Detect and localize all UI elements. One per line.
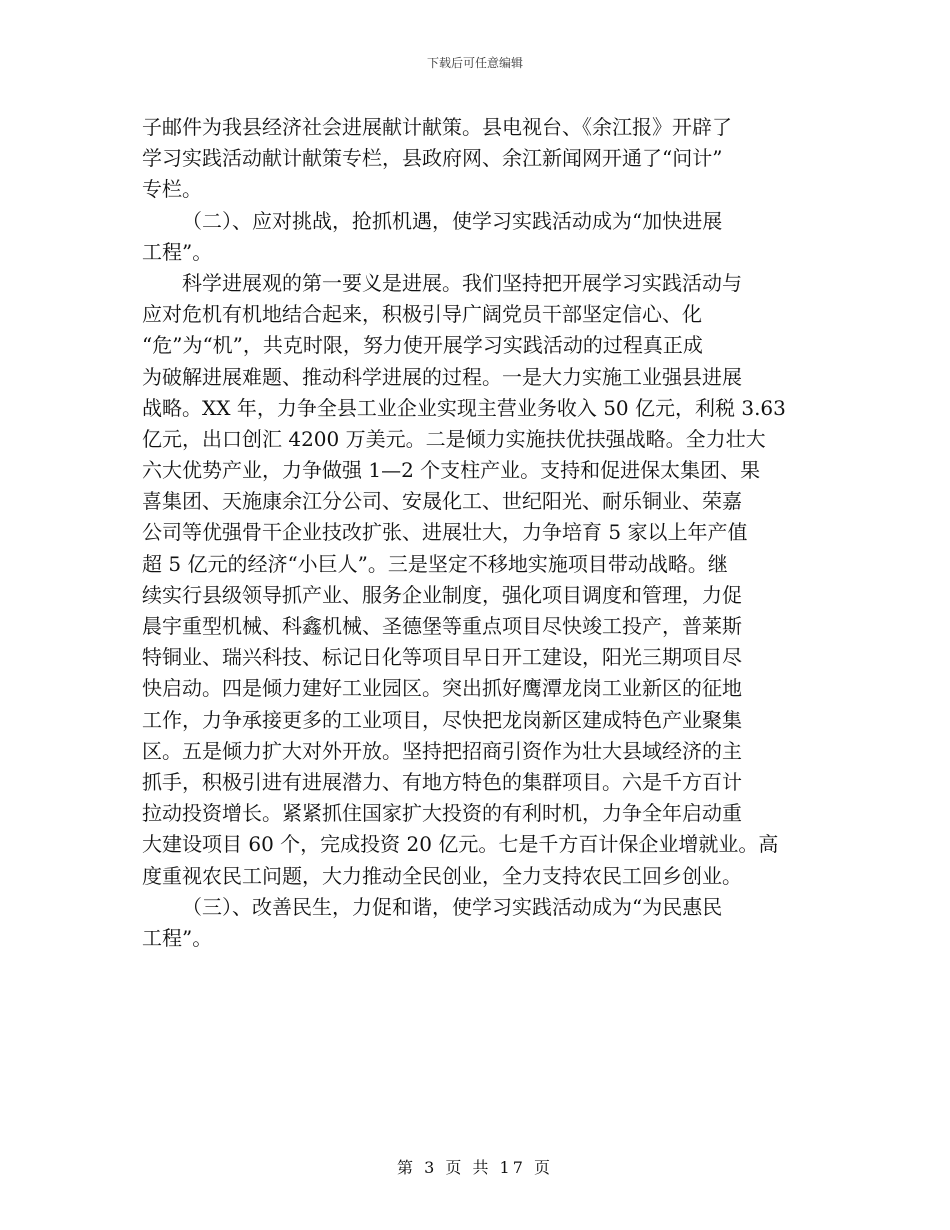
text-line: 为破解进展难题、推动科学进展的过程。一是大力实施工业强县进展 <box>142 364 742 389</box>
page-header: 下载后可任意编辑 <box>426 56 523 70</box>
text-line: 科学进展观的第一要义是进展。我们坚持把开展学习实践活动与 <box>182 270 742 295</box>
text-line: 学习实践活动献计献策专栏，县政府网、余江新闻网开通了“问计” <box>142 146 723 171</box>
text-line: 拉动投资增长。紧紧抓住国家扩大投资的有利时机，力争全年启动重 <box>142 801 742 826</box>
text-line: 子邮件为我县经济社会进展献计献策。县电视台、《余江报》开辟了 <box>142 115 732 139</box>
text-line: 公司等优强骨干企业技改扩张、进展壮大，力争培育 5 家以上年产值 <box>142 520 748 545</box>
text-line: 亿元，出口创汇 4200 万美元。二是倾力实施扶优扶强战略。全力壮大 <box>142 426 766 451</box>
text-line: 工程”。 <box>142 239 213 264</box>
document-body <box>142 112 822 954</box>
text-line: 六大优势产业，力争做强 1—2 个支柱产业。支持和促进保太集团、果 <box>142 458 761 483</box>
text-line: 喜集团、天施康余江分公司、安晟化工、世纪阳光、耐乐铜业、荣嘉 <box>142 489 742 514</box>
text-line: 抓手，积极引进有进展潜力、有地方特色的集群项目。六是千方百计 <box>142 769 742 794</box>
text-line: 快启动。四是倾力建好工业园区。突出抓好鹰潭龙岗工业新区的征地 <box>142 676 742 701</box>
text-line: 超 5 亿元的经济“小巨人”。三是坚定不移地实施项目带动战略。继 <box>142 551 728 576</box>
text-line: 大建设项目 60 个，完成投资 20 亿元。七是千方百计保企业增就业。高 <box>142 832 779 857</box>
text-line: 工作，力争承接更多的工业项目，尽快把龙岗新区建成特色产业聚集 <box>142 707 742 732</box>
page-footer: 第 3 页 共 17 页 <box>397 1158 553 1177</box>
text-line: “危”为“机”，共克时限，努力使开展学习实践活动的过程真正成 <box>142 333 703 358</box>
text-line: 续实行县级领导抓产业、服务企业制度，强化项目调度和管理，力促 <box>142 582 742 607</box>
text-line: （三）、改善民生，力促和谐，使学习实践活动成为“为民惠民 <box>182 894 723 919</box>
text-line: 晨宇重型机械、科鑫机械、圣德堡等重点项目尽快竣工投产，普莱斯 <box>142 614 742 638</box>
text-line: 专栏。 <box>142 177 202 202</box>
text-line: 特铜业、瑞兴科技、标记日化等项目早日开工建设，阳光三期项目尽 <box>142 645 742 670</box>
text-line: 战略。XX 年，力争全县工业企业实现主营业务收入 50 亿元，利税 3.63 <box>142 395 786 420</box>
text-line: 工程”。 <box>142 925 213 950</box>
text-line: 区。五是倾力扩大对外开放。坚持把招商引资作为壮大县域经济的主 <box>142 738 742 763</box>
text-line: 度重视农民工问题，大力推动全民创业，全力支持农民工回乡创业。 <box>142 863 742 888</box>
text-line: 应对危机有机地结合起来，积极引导广阔党员干部坚定信心、化 <box>142 302 702 327</box>
text-line: （二）、应对挑战，抢抓机遇，使学习实践活动成为“加快进展 <box>182 208 723 233</box>
